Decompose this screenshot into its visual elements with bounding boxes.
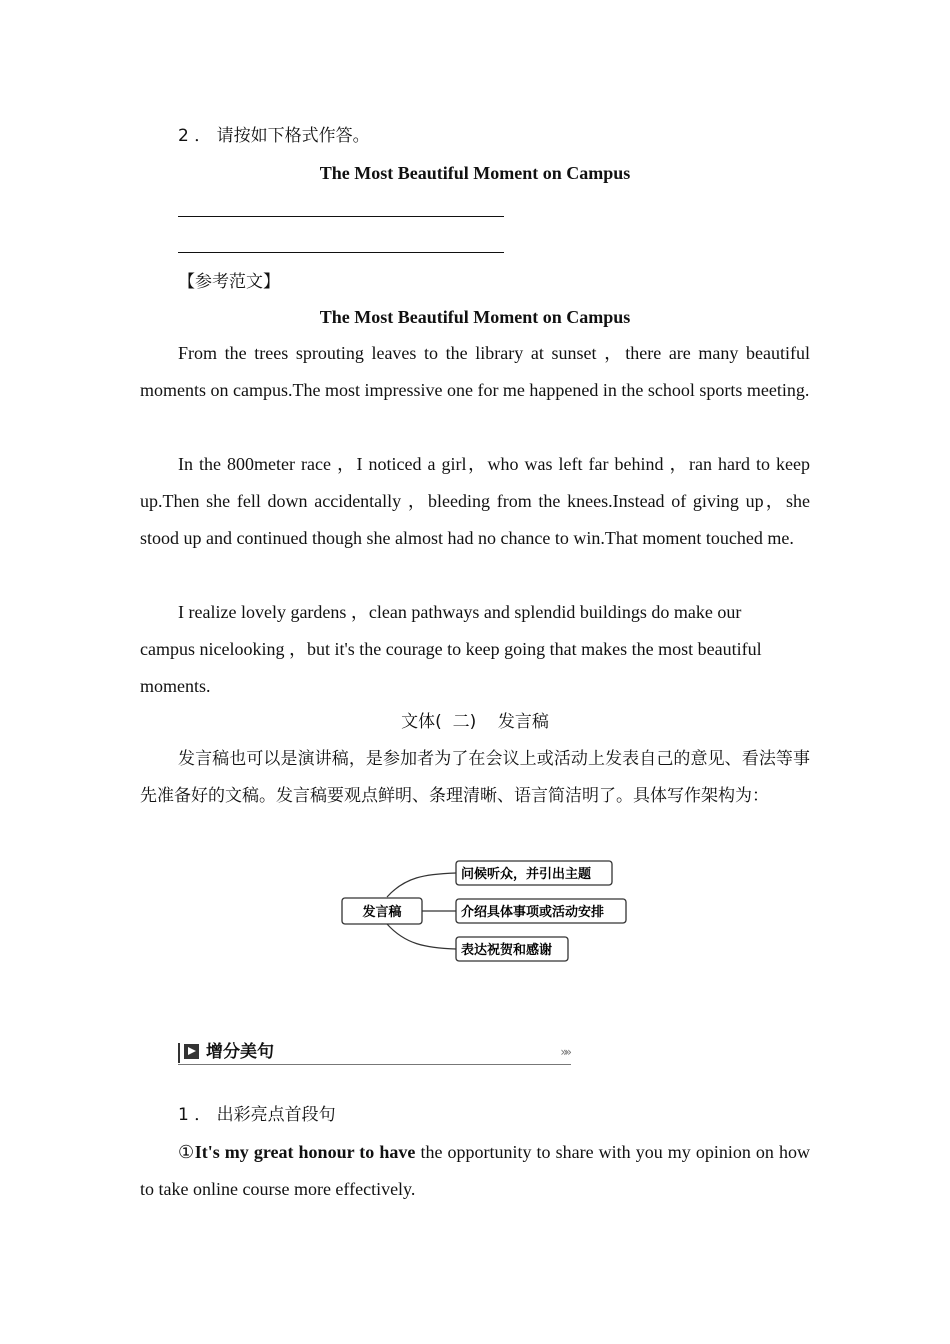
question-2 [178, 118, 778, 155]
connector-top [387, 873, 456, 897]
section-banner [178, 1041, 571, 1067]
center-node: 发言稿 [362, 905, 402, 920]
sample-paragraph-2: In the 800meter race ，I noticed a girl，who was left far behind ，ran hard to keep up.Then she fell down accidentally ，bleeding from the knees.Instead of giving up，she stood up and continued though she almost had no chance to win.That moment touched me. [140, 454, 810, 548]
structure-diagram [330, 852, 640, 970]
connector-bottom [387, 924, 456, 949]
branch-node-2: 介绍具体事项或活动安排 [461, 905, 605, 920]
section-intro: 发言稿也可以是演讲稿，是参加者为了在会议上或活动上发表自己的意见、看法等事先准备好的文稿。发言稿要观点鲜明、条理清晰、语言简洁明了。具体写作架构为： [140, 749, 810, 806]
sentence-marker: ① [178, 1142, 195, 1162]
sample-title: The Most Beautiful Moment on Campus [319, 307, 631, 327]
question-2-separator: ． [194, 126, 212, 146]
double-chevron-icon: »» [560, 1045, 569, 1059]
question-1-separator: ． [194, 1105, 212, 1125]
sentence-rest: the opportunity to share with you my opinion on how to take online course more effectively. [140, 1142, 810, 1199]
answer-line-2 [178, 252, 504, 253]
sentence-key-phrase: It's my great honour to have [194, 1142, 416, 1162]
branch-node-1: 问候听众，并引出主题 [461, 867, 592, 882]
banner-underline [178, 1064, 571, 1065]
play-icon [184, 1044, 199, 1059]
banner-bar [178, 1043, 180, 1063]
sample-paragraph-1: From the trees sprouting leaves to the library at sunset ，there are many beautiful moments on campus.The most impressive one for me happened in the school sports meeting. [140, 343, 810, 400]
section-heading: 文体( 二) 发言稿 [401, 712, 549, 732]
essay-title: The Most Beautiful Moment on Campus [319, 163, 631, 183]
banner-label: 增分美句 [206, 1042, 274, 1062]
question-1-number: 1 [178, 1105, 189, 1125]
answer-line-1 [178, 216, 504, 217]
question-1 [178, 1097, 778, 1134]
question-2-number: 2 [178, 126, 189, 146]
sample-paragraph-3: I realize lovely gardens ，clean pathways and splendid buildings do make our campus nicelooking ，but it's the courage to keep going that makes the most beautiful moments. [140, 602, 762, 696]
branch-node-3: 表达祝贺和感谢 [461, 943, 553, 958]
question-1-title: 出彩亮点首段句 [216, 1105, 336, 1125]
reference-label: 【参考范文】 [178, 272, 280, 292]
question-2-instruction: 请按如下格式作答。 [216, 126, 370, 146]
sample-sentence-1 [140, 1134, 810, 1208]
